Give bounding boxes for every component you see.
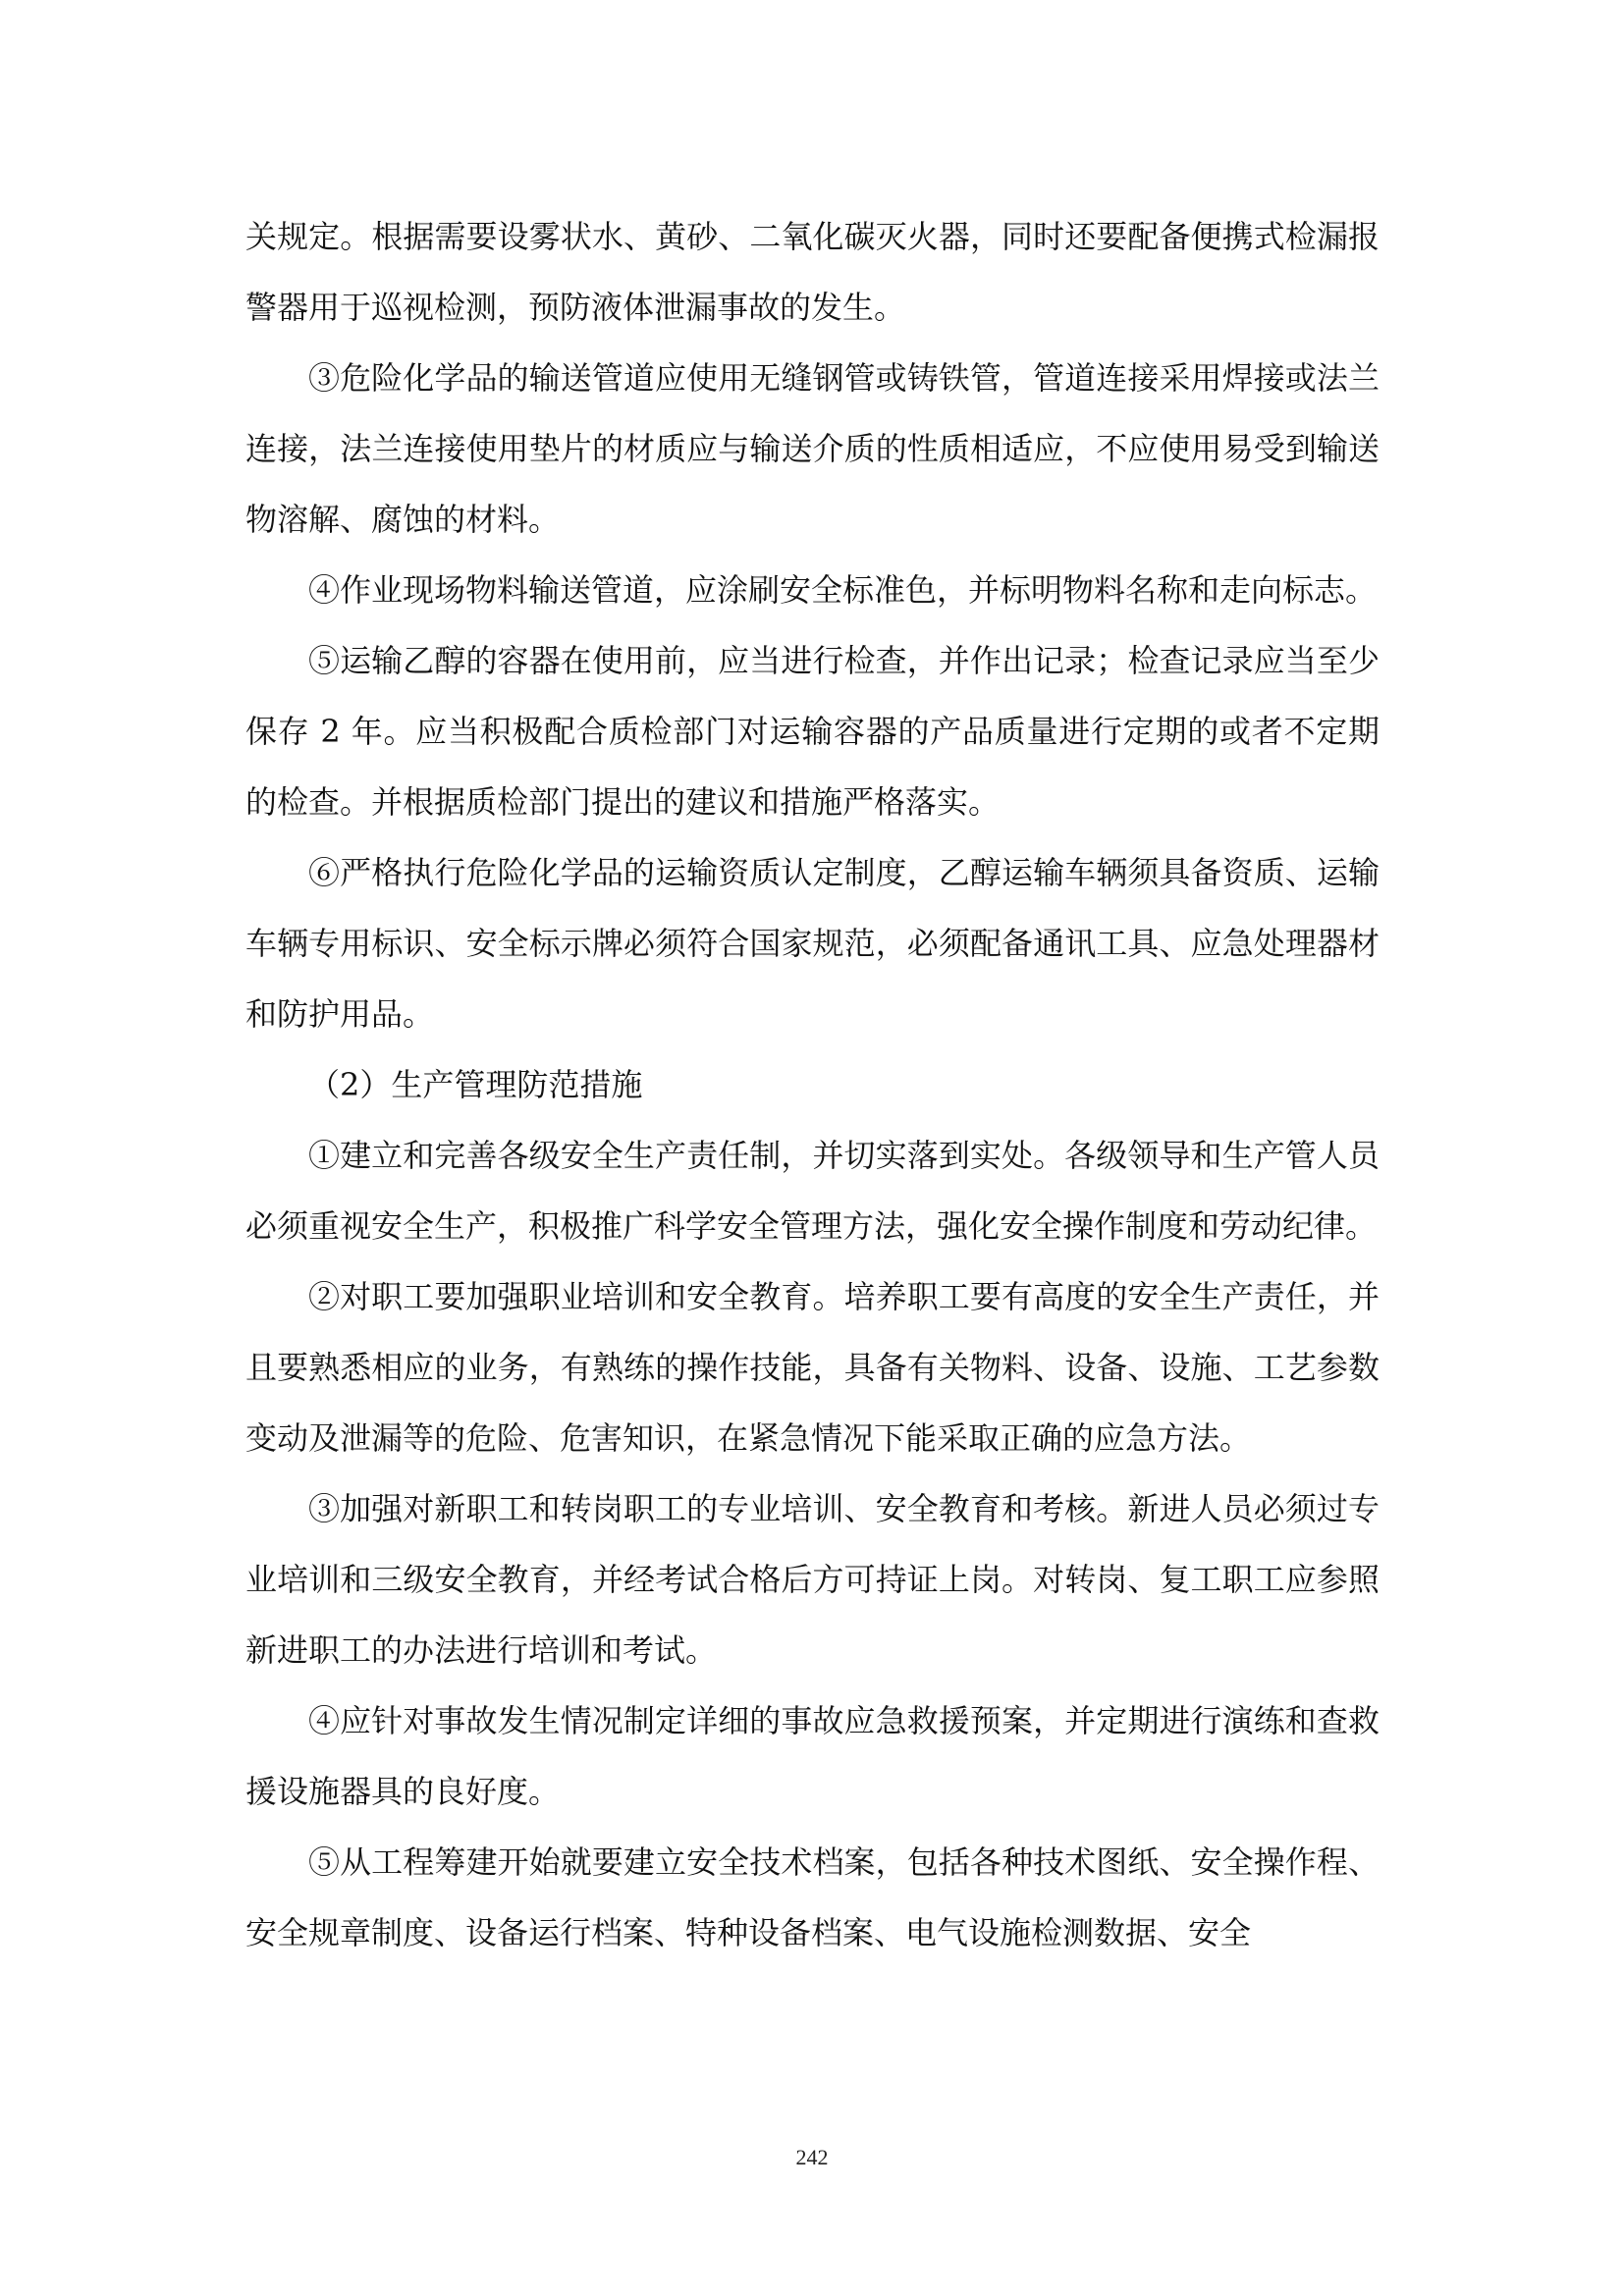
paragraph-new-staff: ③加强对新职工和转岗职工的专业培训、安全教育和考核。新进人员必须过专业培训和三级安全教育，并经考试合格后方可持证上岗。对转岗、复工职工应参照新进职工的办法进行培训和考试。 (245, 1490, 1380, 1669)
paragraph-pipeline-material: ③危险化学品的输送管道应使用无缝钢管或铸铁管，管道连接采用焊接或法兰连接，法兰连接使用垫片的材质应与输送介质的性质相适应，不应使用易受到输送物溶解、腐蚀的材料。 (245, 359, 1380, 538)
document-body (245, 201, 1380, 1968)
paragraph-training: ②对职工要加强职业培训和安全教育。培养职工要有高度的安全生产责任，并且要熟悉相应的业务，有熟练的操作技能，具备有关物料、设备、设施、工艺参数变动及泄漏等的危险、危害知识，在紧急情况下能采取正确的应急方法。 (245, 1278, 1380, 1457)
paragraph-responsibility-system: ①建立和完善各级安全生产责任制，并切实落到实处。各级领导和生产管人员必须重视安全生产，积极推广科学安全管理方法，强化安全操作制度和劳动纪律。 (245, 1137, 1380, 1245)
paragraph-emergency-plan: ④应针对事故发生情况制定详细的事故应急救援预案，并定期进行演练和查救援设施器具的良好度。 (245, 1702, 1380, 1810)
paragraph-continuation: 关规定。根据需要设雾状水、黄砂、二氧化碳灭火器，同时还要配备便携式检漏报警器用于巡视检测，预防液体泄漏事故的发生。 (245, 218, 1380, 326)
section-heading: （2）生产管理防范措施 (308, 1066, 643, 1103)
page-number: 242 (795, 2145, 829, 2169)
paragraph-safety-archive: ⑤从工程筹建开始就要建立安全技术档案，包括各种技术图纸、安全操作程、安全规章制度、设备运行档案、特种设备档案、电气设施检测数据、安全 (245, 1843, 1380, 1951)
paragraph-container-inspection: ⑤运输乙醇的容器在使用前，应当进行检查，并作出记录；检查记录应当至少保存 2 年。应当积极配合质检部门对运输容器的产品质量进行定期的或者不定期的检查。并根据质检部门提出的建议和措施严格落实。 (245, 642, 1380, 821)
paragraph-transport-qualification: ⑥严格执行危险化学品的运输资质认定制度，乙醇运输车辆须具备资质、运输车辆专用标识、安全标示牌必须符合国家规范，必须配备通讯工具、应急处理器材和防护用品。 (245, 854, 1380, 1033)
paragraph-pipeline-marking: ④作业现场物料输送管道，应涂刷安全标准色，并标明物料名称和走向标志。 (308, 571, 1378, 609)
